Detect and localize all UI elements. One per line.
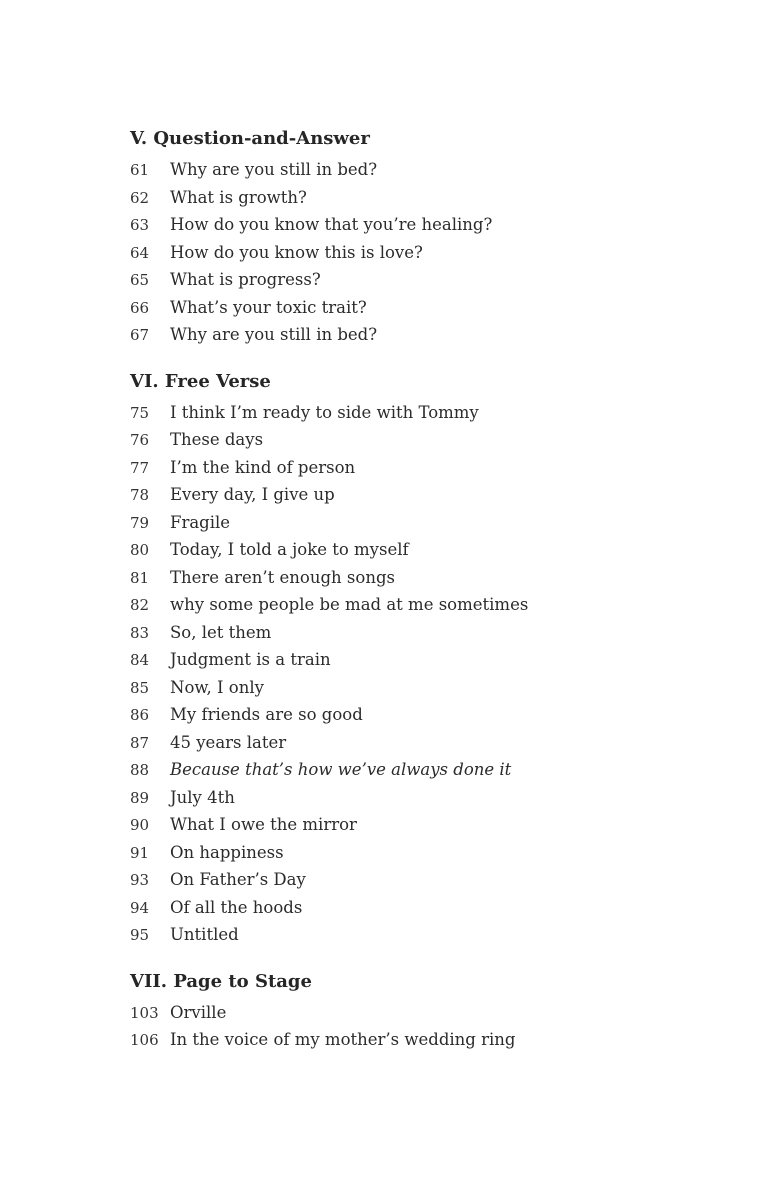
toc-entry[interactable] [130,811,650,839]
page-number: 62 [130,188,150,207]
toc-entry[interactable] [130,674,650,702]
toc-entry-list [130,399,650,949]
toc-section-question-and-answer [130,126,650,349]
toc-entry[interactable] [130,591,650,619]
page-number: 83 [130,623,150,642]
page-number: 87 [130,733,150,752]
entry-title: July 4th [170,787,235,807]
toc-entry[interactable] [130,646,650,674]
entry-title: Of all the hoods [170,897,303,917]
toc-entry[interactable] [130,454,650,482]
entry-title: I think I’m ready to side with Tommy [170,402,479,422]
toc-section-page-to-stage [130,969,650,1054]
page-number: 85 [130,678,150,697]
page-number: 93 [130,871,150,889]
toc-entry[interactable] [130,321,650,349]
page-number: 63 [130,216,150,234]
page-number: 66 [130,298,150,317]
page-number: 103 [130,1003,159,1022]
toc-entry[interactable] [130,536,650,564]
page-number: 89 [130,788,150,807]
page-number: 78 [130,486,150,504]
entry-title: How do you know this is love? [170,242,423,262]
section-title: V. Question-and-Answer [130,128,370,149]
toc-entry[interactable] [130,509,650,537]
entry-title: On happiness [170,842,284,862]
page-number: 67 [130,326,150,344]
page-number: 88 [130,761,150,779]
toc-entry[interactable] [130,784,650,812]
entry-title: What is growth? [170,187,307,207]
toc-section-free-verse [130,369,650,949]
page-number: 77 [130,458,150,477]
entry-title: What’s your toxic trait? [170,297,367,317]
toc-entry-list [130,999,650,1054]
section-spacer [130,949,650,969]
page-number: 75 [130,403,150,422]
page-number: 76 [130,431,150,449]
page-number: 81 [130,568,150,587]
entry-title: What I owe the mirror [170,815,357,834]
entry-title: I’m the kind of person [170,457,356,477]
entry-title: Orville [170,1002,227,1022]
page-number: 84 [130,651,150,669]
table-of-contents [130,126,650,1054]
entry-title: In the voice of my mother’s wedding ring [170,1030,516,1049]
toc-entry[interactable] [130,564,650,592]
toc-entry[interactable] [130,399,650,427]
toc-entry[interactable] [130,701,650,729]
entry-title: Now, I only [170,677,264,697]
entry-title: These days [170,430,264,449]
toc-entry[interactable] [130,894,650,922]
page-number: 94 [130,898,150,917]
toc-entry[interactable] [130,426,650,454]
entry-title: Because that’s how we’ve always done it [170,760,512,779]
section-title: VII. Page to Stage [130,970,312,992]
page-number: 65 [130,271,150,289]
toc-entry[interactable] [130,294,650,322]
toc-entry[interactable] [130,266,650,294]
page-number: 80 [130,541,150,559]
entry-title: Every day, I give up [170,485,335,504]
entry-title: Today, I told a joke to myself [170,540,409,559]
entry-title: 45 years later [170,732,287,752]
entry-title: There aren’t enough songs [170,567,395,587]
entry-title: So, let them [170,622,272,642]
toc-entry[interactable] [130,866,650,894]
entry-title: My friends are so good [170,705,363,724]
entry-title: Judgment is a train [170,650,331,669]
page-number: 79 [130,513,150,532]
toc-entry-list [130,156,650,349]
entry-title: Fragile [170,512,231,532]
entry-title: Untitled [170,925,239,944]
toc-entry[interactable] [130,999,650,1027]
page-number: 90 [130,816,150,834]
toc-entry[interactable] [130,921,650,949]
toc-entry[interactable] [130,619,650,647]
toc-entry[interactable] [130,211,650,239]
toc-entry[interactable] [130,839,650,867]
toc-entry[interactable] [130,729,650,757]
page-number: 64 [130,243,150,262]
toc-entry[interactable] [130,239,650,267]
section-title: VI. Free Verse [130,370,271,392]
page-number: 86 [130,706,150,724]
page-number: 91 [130,843,150,862]
toc-entry[interactable] [130,184,650,212]
section-spacer [130,349,650,369]
page-number: 61 [130,161,150,179]
toc-entry[interactable] [130,1026,650,1054]
entry-title: Why are you still in bed? [170,160,378,179]
toc-entry[interactable] [130,756,650,784]
toc-entry[interactable] [130,156,650,184]
page-number: 106 [130,1031,159,1049]
page-number: 82 [130,596,150,614]
entry-title: On Father’s Day [170,870,306,889]
entry-title: Why are you still in bed? [170,325,378,344]
page-number: 95 [130,926,150,944]
entry-title: why some people be mad at me sometimes [170,595,529,614]
entry-title: What is progress? [170,270,321,289]
entry-title: How do you know that you’re healing? [170,215,493,234]
toc-entry[interactable] [130,481,650,509]
